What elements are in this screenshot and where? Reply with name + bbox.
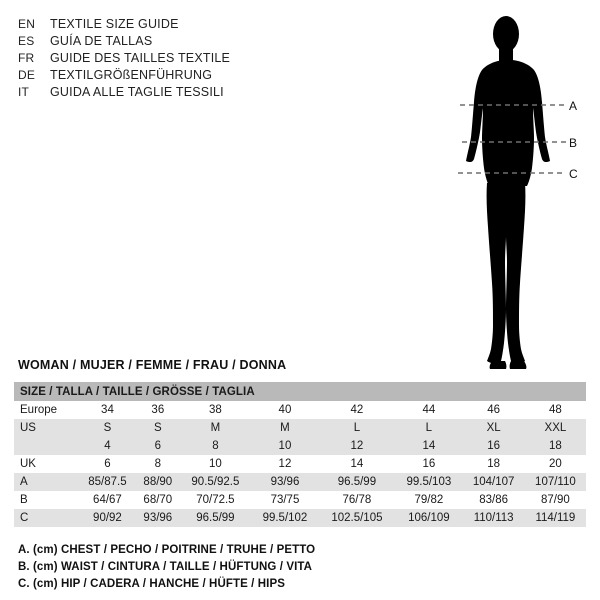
table-cell: 4 xyxy=(79,437,137,455)
language-title: GUIDA ALLE TAGLIE TESSILI xyxy=(50,85,224,99)
table-cell: 85/87.5 xyxy=(79,473,137,491)
table-cell: 68/70 xyxy=(136,491,179,509)
language-guide-list xyxy=(18,16,398,101)
table-row xyxy=(14,509,586,527)
language-title: GUIDE DES TAILLES TEXTILE xyxy=(50,51,231,65)
table-cell: 110/113 xyxy=(462,509,524,527)
table-cell: 107/110 xyxy=(525,473,586,491)
measure-label-a: A xyxy=(569,99,578,113)
language-title: TEXTILGRÖßENFÜHRUNG xyxy=(50,68,213,82)
language-code: EN xyxy=(18,17,36,31)
language-code: FR xyxy=(18,51,35,65)
row-label: A xyxy=(14,473,79,491)
table-cell: 18 xyxy=(462,455,524,473)
table-cell: 48 xyxy=(525,401,586,419)
table-header-label: SIZE / TALLA / TAILLE / GRÖSSE / TAGLIA xyxy=(14,382,586,401)
table-cell: S xyxy=(79,419,137,437)
table-row xyxy=(14,473,586,491)
table-cell: 93/96 xyxy=(136,509,179,527)
table-cell: XXL xyxy=(525,419,586,437)
row-label: Europe xyxy=(14,401,79,419)
table-cell: S xyxy=(136,419,179,437)
size-table xyxy=(14,382,586,527)
language-row xyxy=(18,67,398,84)
table-cell: 93/96 xyxy=(251,473,318,491)
row-label: UK xyxy=(14,455,79,473)
table-cell: 114/119 xyxy=(525,509,586,527)
measure-label-c: C xyxy=(569,167,578,181)
table-cell: 10 xyxy=(251,437,318,455)
table-row xyxy=(14,419,586,437)
table-cell: 6 xyxy=(136,437,179,455)
table-cell: 6 xyxy=(79,455,137,473)
row-label: C xyxy=(14,509,79,527)
language-row xyxy=(18,16,398,33)
table-cell: 87/90 xyxy=(525,491,586,509)
row-label: B xyxy=(14,491,79,509)
row-label: US xyxy=(14,419,79,437)
table-cell: 42 xyxy=(319,401,396,419)
table-cell: 90/92 xyxy=(79,509,137,527)
language-row xyxy=(18,84,398,101)
table-cell: 10 xyxy=(179,455,251,473)
language-row xyxy=(18,50,398,67)
table-row xyxy=(14,491,586,509)
table-header-row xyxy=(14,382,586,401)
table-cell: 46 xyxy=(462,401,524,419)
language-code: ES xyxy=(18,34,35,48)
table-cell: L xyxy=(395,419,462,437)
table-cell: 99.5/103 xyxy=(395,473,462,491)
language-row xyxy=(18,33,398,50)
body-shape xyxy=(466,16,550,369)
table-cell: 102.5/105 xyxy=(319,509,396,527)
table-cell: 16 xyxy=(395,455,462,473)
table-cell: 104/107 xyxy=(462,473,524,491)
legend-item-c: C. (cm) HIP / CADERA / HANCHE / HÜFTE / HIPS xyxy=(18,578,286,590)
table-cell: 36 xyxy=(136,401,179,419)
language-title: GUÍA DE TALLAS xyxy=(50,34,153,48)
legend-item-b: B. (cm) WAIST / CINTURA / TAILLE / HÜFTUNG / VITA xyxy=(18,561,313,573)
table-row xyxy=(14,401,586,419)
table-cell: 70/72.5 xyxy=(179,491,251,509)
table-cell: 12 xyxy=(251,455,318,473)
table-cell: 76/78 xyxy=(319,491,396,509)
table-cell: 8 xyxy=(136,455,179,473)
table-cell: 40 xyxy=(251,401,318,419)
table-cell: 20 xyxy=(525,455,586,473)
table-cell: 44 xyxy=(395,401,462,419)
table-cell: 18 xyxy=(525,437,586,455)
table-cell: 96.5/99 xyxy=(179,509,251,527)
section-title-woman: WOMAN / MUJER / FEMME / FRAU / DONNA xyxy=(18,358,287,372)
table-cell: XL xyxy=(462,419,524,437)
measure-label-b: B xyxy=(569,136,578,150)
table-row xyxy=(14,437,586,455)
table-row xyxy=(14,455,586,473)
table-cell: M xyxy=(251,419,318,437)
table-cell: 16 xyxy=(462,437,524,455)
table-cell: 106/109 xyxy=(395,509,462,527)
table-cell: 96.5/99 xyxy=(319,473,396,491)
measurement-legend xyxy=(18,542,578,593)
table-cell: 12 xyxy=(319,437,396,455)
language-code: IT xyxy=(18,85,30,99)
table-cell: 99.5/102 xyxy=(251,509,318,527)
table-cell: 88/90 xyxy=(136,473,179,491)
legend-item-a: A. (cm) CHEST / PECHO / POITRINE / TRUHE / PETTO xyxy=(18,544,316,556)
table-cell: 14 xyxy=(395,437,462,455)
silhouette-svg xyxy=(400,8,600,378)
table-cell: 8 xyxy=(179,437,251,455)
table-cell: 38 xyxy=(179,401,251,419)
language-code: DE xyxy=(18,68,36,82)
table-cell: L xyxy=(319,419,396,437)
language-title: TEXTILE SIZE GUIDE xyxy=(50,17,179,31)
row-label xyxy=(14,437,79,455)
table-cell: 34 xyxy=(79,401,137,419)
table-cell: 83/86 xyxy=(462,491,524,509)
table-cell: 73/75 xyxy=(251,491,318,509)
table-cell: 64/67 xyxy=(79,491,137,509)
table-cell: 79/82 xyxy=(395,491,462,509)
table-cell: 90.5/92.5 xyxy=(179,473,251,491)
table-cell: 14 xyxy=(319,455,396,473)
table-cell: M xyxy=(179,419,251,437)
female-silhouette-figure xyxy=(400,8,600,378)
